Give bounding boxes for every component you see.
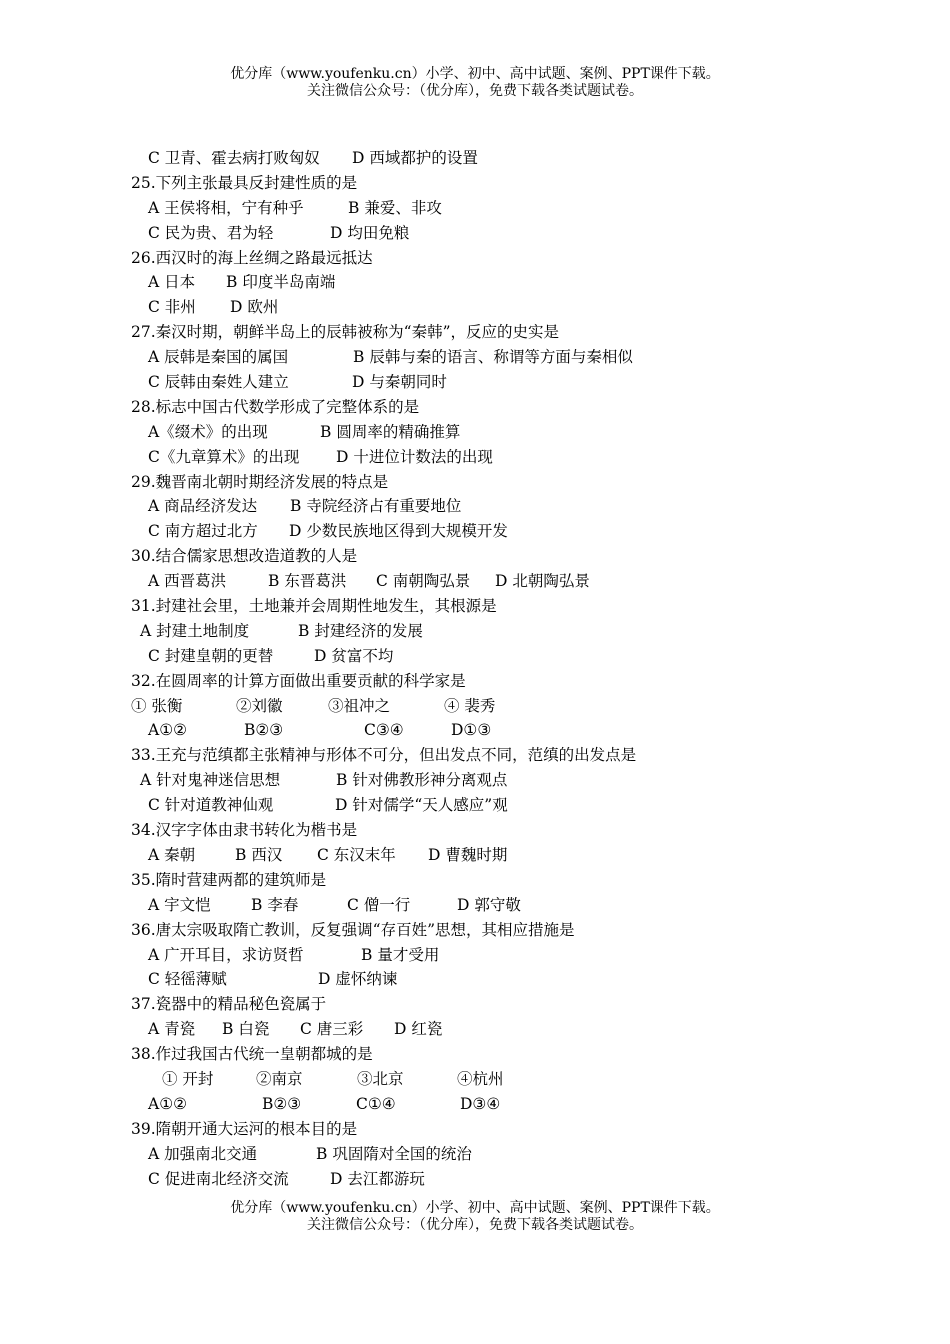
question-list	[0, 146, 950, 1191]
answer-option: C 民为贵、君为轻	[148, 223, 274, 242]
answer-option: ②刘徽	[236, 696, 283, 715]
answer-option: D 红瓷	[394, 1020, 443, 1039]
option-row	[0, 843, 950, 868]
answer-option: C③④	[364, 721, 404, 740]
option-row	[0, 967, 950, 992]
answer-option: B 针对佛教形神分离观点	[336, 771, 508, 790]
answer-option: C 非州	[148, 298, 196, 317]
answer-option: C《九章算术》的出现	[148, 447, 300, 466]
answer-option: ③祖冲之	[328, 696, 391, 715]
question-stem: 26.西汉时的海上丝绸之路最远抵达	[131, 248, 373, 267]
question-stem: 28.标志中国古代数学形成了完整体系的是	[131, 397, 420, 416]
answer-option: C 僧一行	[347, 895, 411, 914]
answer-option: A①②	[148, 1094, 187, 1113]
answer-option: D 十进位计数法的出现	[336, 447, 493, 466]
answer-option: D 虚怀纳谏	[318, 970, 398, 989]
option-row	[0, 718, 950, 743]
option-row	[0, 768, 950, 793]
answer-option: A《缀术》的出现	[148, 422, 268, 441]
option-row	[0, 345, 950, 370]
answer-option: ① 开封	[162, 1069, 214, 1088]
option-row	[0, 619, 950, 644]
answer-option: A 广开耳目，求访贤哲	[148, 945, 304, 964]
option-row	[0, 221, 950, 246]
answer-option: B 西汉	[235, 845, 283, 864]
answer-option: A 针对鬼神迷信思想	[140, 771, 281, 790]
answer-option: B 寺院经济占有重要地位	[290, 497, 462, 516]
question-stem: 31.封建社会里，土地兼并会周期性地发生，其根源是	[131, 597, 497, 616]
option-row	[0, 445, 950, 470]
answer-option: D 曹魏时期	[428, 845, 508, 864]
question-stem: 27.秦汉时期，朝鲜半岛上的辰韩被称为“秦韩”，反应的史实是	[131, 323, 560, 342]
answer-option: A 王侯将相，宁有种乎	[148, 198, 304, 217]
page-footer	[0, 1200, 950, 1234]
question-stem: 25.下列主张最具反封建性质的是	[131, 173, 358, 192]
answer-option: B 辰韩与秦的语言、称谓等方面与秦相似	[353, 348, 633, 367]
question-stem: 36.唐太宗吸取隋亡教训，反复强调“存百姓”思想，其相应措施是	[131, 920, 575, 939]
answer-option: B 封建经济的发展	[298, 621, 423, 640]
option-row	[0, 1092, 950, 1117]
answer-option: D③④	[460, 1094, 501, 1113]
option-row	[0, 519, 950, 544]
option-row	[0, 420, 950, 445]
option-row	[0, 146, 950, 171]
answer-option: C 辰韩由秦姓人建立	[148, 373, 289, 392]
answer-option: B 李春	[251, 895, 299, 914]
answer-option: A 商品经济发达	[148, 497, 258, 516]
answer-option: A 青瓷	[148, 1020, 196, 1039]
option-row	[0, 943, 950, 968]
option-row	[0, 1067, 950, 1092]
option-row	[0, 1167, 950, 1192]
answer-option: D 郭守敬	[457, 895, 521, 914]
answer-option: C 唐三彩	[300, 1020, 364, 1039]
answer-option: D 去江都游玩	[330, 1169, 425, 1188]
answer-option: D 与秦朝同时	[352, 373, 447, 392]
answer-option: ④ 裴秀	[444, 696, 496, 715]
question-stem: 39.隋朝开通大运河的根本目的是	[131, 1119, 358, 1138]
question-stem: 33.王充与范缜都主张精神与形体不可分，但出发点不同，范缜的出发点是	[131, 746, 637, 765]
page-header	[0, 66, 950, 100]
answer-option: B 量才受用	[361, 945, 440, 964]
answer-option: D 西域都护的设置	[352, 149, 478, 167]
option-row	[0, 270, 950, 295]
answer-option: A①②	[148, 721, 187, 740]
question-stem: 38.作过我国古代统一皇朝都城的是	[131, 1045, 373, 1064]
answer-option: B 印度半岛南端	[226, 273, 336, 292]
question-stem: 32.在圆周率的计算方面做出重要贡献的科学家是	[131, 671, 466, 690]
answer-option: A 秦朝	[148, 845, 196, 864]
option-row	[0, 494, 950, 519]
answer-option: C 卫青、霍去病打败匈奴	[148, 149, 320, 167]
answer-option: D 贫富不均	[314, 646, 394, 665]
answer-option: C 促进南北经济交流	[148, 1169, 289, 1188]
option-row	[0, 196, 950, 221]
answer-option: D 针对儒学“天人感应”观	[335, 796, 508, 815]
option-row	[0, 694, 950, 719]
option-row	[0, 644, 950, 669]
answer-option: ① 张衡	[131, 696, 183, 715]
answer-option: B 巩固隋对全国的统治	[316, 1144, 472, 1163]
option-row	[0, 569, 950, 594]
question-stem: 29.魏晋南北朝时期经济发展的特点是	[131, 472, 389, 491]
answer-option: D①③	[451, 721, 492, 740]
answer-option: B 白瓷	[222, 1020, 270, 1039]
answer-option: A 封建土地制度	[140, 621, 250, 640]
answer-option: C 东汉末年	[317, 845, 396, 864]
footer-line-1: 优分库（www.youfenku.cn）小学、初中、高中试题、案例、PPT课件下载。	[230, 1200, 720, 1216]
answer-option: C①④	[356, 1094, 396, 1113]
answer-option: B 东晋葛洪	[268, 572, 347, 591]
question-stem: 37.瓷器中的精品秘色瓷属于	[131, 995, 327, 1014]
question-stem: 30.结合儒家思想改造道教的人是	[131, 547, 358, 566]
answer-option: C 针对道教神仙观	[148, 796, 274, 815]
answer-option: C 轻徭薄赋	[148, 970, 227, 989]
header-line-1: 优分库（www.youfenku.cn）小学、初中、高中试题、案例、PPT课件下载。	[230, 66, 720, 82]
answer-option: D 欧州	[230, 298, 279, 317]
option-row	[0, 1017, 950, 1042]
answer-option: D 北朝陶弘景	[495, 572, 590, 591]
answer-option: A 宇文恺	[148, 895, 211, 914]
answer-option: A 西晋葛洪	[148, 572, 227, 591]
answer-option: D 少数民族地区得到大规模开发	[289, 522, 508, 541]
answer-option: ④杭州	[457, 1069, 504, 1088]
footer-line-2: 关注微信公众号：（优分库），免费下载各类试题试卷。	[307, 1217, 643, 1233]
answer-option: ②南京	[256, 1069, 303, 1088]
header-line-2: 关注微信公众号：（优分库），免费下载各类试题试卷。	[307, 83, 643, 99]
answer-option: ③北京	[357, 1069, 404, 1088]
answer-option: C 南朝陶弘景	[376, 572, 471, 591]
option-row	[0, 893, 950, 918]
answer-option: A 日本	[148, 273, 196, 292]
answer-option: C 南方超过北方	[148, 522, 258, 541]
answer-option: D 均田免粮	[330, 223, 410, 242]
option-row	[0, 1142, 950, 1167]
option-row	[0, 295, 950, 320]
answer-option: C 封建皇朝的更替	[148, 646, 274, 665]
question-stem: 35.隋时营建两都的建筑师是	[131, 870, 327, 889]
answer-option: A 辰韩是秦国的属国	[148, 348, 289, 367]
option-row	[0, 370, 950, 395]
answer-option: B②③	[262, 1094, 302, 1113]
answer-option: A 加强南北交通	[148, 1144, 258, 1163]
question-stem: 34.汉字字体由隶书转化为楷书是	[131, 821, 358, 840]
answer-option: B 圆周率的精确推算	[320, 422, 461, 441]
option-row	[0, 793, 950, 818]
answer-option: B②③	[244, 721, 284, 740]
answer-option: B 兼爱、非攻	[348, 198, 442, 217]
